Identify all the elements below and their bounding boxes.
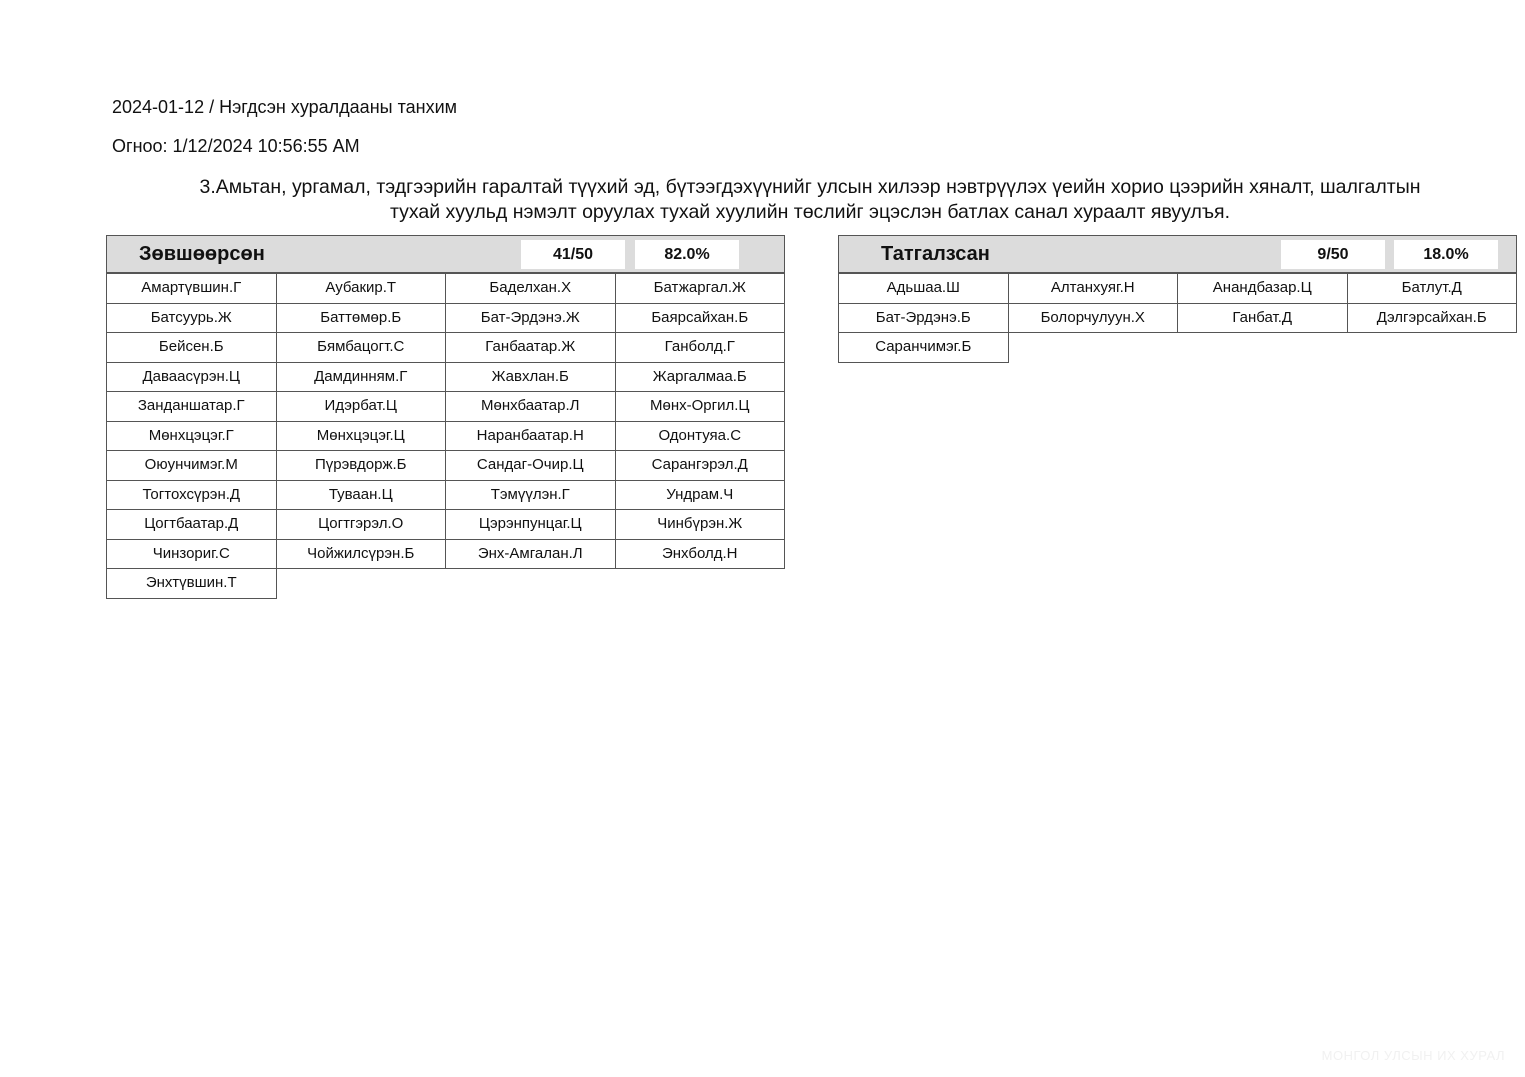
rejected-member-name: Анандбазар.Ц <box>1177 273 1348 304</box>
vote-date: Огноо: 1/12/2024 10:56:55 AM <box>112 136 360 156</box>
rejected-member-name: Бат-Эрдэнэ.Б <box>838 303 1009 334</box>
approved-member-name: Мөнхцэцэг.Ц <box>276 421 447 452</box>
approved-member-name: Наранбаатар.Н <box>445 421 616 452</box>
approved-title: Зөвшөөрсөн <box>139 243 265 265</box>
approved-member-name: Ганболд.Г <box>615 332 786 363</box>
agenda-line-1: 3.Амьтан, ургамал, тэдгээрийн гаралтай түүхий эд, бүтээгдэхүүнийг улсын хилээр нэвтрүүлэх үеийн хорио цээрийн хяналт, шалгалтын <box>199 176 1421 198</box>
approved-member-name: Энх-Амгалан.Л <box>445 539 616 570</box>
approved-member-name: Одонтуяа.С <box>615 421 786 452</box>
rejected-member-name: Саранчимэг.Б <box>838 332 1009 363</box>
approved-member-name: Цогтбаатар.Д <box>106 509 277 540</box>
approved-member-name: Чинзориг.С <box>106 539 277 570</box>
approved-member-name: Чинбүрэн.Ж <box>615 509 786 540</box>
approved-member-name: Мөнхбаатар.Л <box>445 391 616 422</box>
approved-member-name: Дамдинням.Г <box>276 362 447 393</box>
rejected-member-name: Ганбат.Д <box>1177 303 1348 334</box>
approved-member-name: Занданшатар.Г <box>106 391 277 422</box>
approved-member-name: Ундрам.Ч <box>615 480 786 511</box>
approved-member-name: Чойжилсүрэн.Б <box>276 539 447 570</box>
agenda-item <box>112 175 1508 225</box>
approved-member-name: Цэрэнпунцаг.Ц <box>445 509 616 540</box>
approved-percent: 82.0% <box>635 240 739 269</box>
rejected-percent: 18.0% <box>1394 240 1498 269</box>
approved-member-name: Оюунчимэг.М <box>106 450 277 481</box>
rejected-member-name: Адьшаа.Ш <box>838 273 1009 304</box>
rejected-block <box>838 235 1517 362</box>
rejected-header <box>838 235 1517 273</box>
approved-member-name: Баделхан.Х <box>445 273 616 304</box>
approved-member-name: Бейсен.Б <box>106 332 277 363</box>
approved-member-name: Батсуурь.Ж <box>106 303 277 334</box>
approved-member-name: Тэмүүлэн.Г <box>445 480 616 511</box>
approved-member-name: Тогтохсүрэн.Д <box>106 480 277 511</box>
watermark: МОНГОЛ УЛСЫН ИХ ХУРАЛ <box>1321 1048 1505 1063</box>
approved-member-name: Бямбацогт.С <box>276 332 447 363</box>
rejected-count: 9/50 <box>1281 240 1385 269</box>
rejected-member-name: Алтанхуяг.Н <box>1008 273 1179 304</box>
approved-header <box>106 235 785 273</box>
approved-name-grid <box>106 273 785 598</box>
approved-member-name: Энхтүвшин.Т <box>106 568 277 599</box>
approved-member-name: Даваасүрэн.Ц <box>106 362 277 393</box>
approved-member-name: Мөнхцэцэг.Г <box>106 421 277 452</box>
approved-member-name: Мөнх-Оргил.Ц <box>615 391 786 422</box>
session-title: 2024-01-12 / Нэгдсэн хуралдааны танхим <box>112 97 457 117</box>
approved-member-name: Идэрбат.Ц <box>276 391 447 422</box>
approved-member-name: Сарангэрэл.Д <box>615 450 786 481</box>
rejected-member-name: Болорчулуун.Х <box>1008 303 1179 334</box>
approved-member-name: Бат-Эрдэнэ.Ж <box>445 303 616 334</box>
agenda-line-2: тухай хуульд нэмэлт оруулах тухай хуулийн төслийг эцэслэн батлах санал хураалт явуулъя. <box>389 201 1231 223</box>
approved-member-name: Пүрэвдорж.Б <box>276 450 447 481</box>
approved-member-name: Баттөмөр.Б <box>276 303 447 334</box>
approved-member-name: Батжаргал.Ж <box>615 273 786 304</box>
approved-member-name: Баярсайхан.Б <box>615 303 786 334</box>
rejected-member-name: Батлут.Д <box>1347 273 1518 304</box>
approved-member-name: Жаргалмаа.Б <box>615 362 786 393</box>
approved-block <box>106 235 785 598</box>
rejected-member-name: Дэлгэрсайхан.Б <box>1347 303 1518 334</box>
approved-member-name: Амартүвшин.Г <box>106 273 277 304</box>
approved-member-name: Цогтгэрэл.О <box>276 509 447 540</box>
approved-member-name: Сандаг-Очир.Ц <box>445 450 616 481</box>
approved-member-name: Туваан.Ц <box>276 480 447 511</box>
approved-member-name: Аубакир.Т <box>276 273 447 304</box>
approved-member-name: Жавхлан.Б <box>445 362 616 393</box>
approved-count: 41/50 <box>521 240 625 269</box>
approved-member-name: Ганбаатар.Ж <box>445 332 616 363</box>
rejected-title: Татгалзсан <box>881 243 990 265</box>
approved-member-name: Энхболд.Н <box>615 539 786 570</box>
rejected-name-grid <box>838 273 1517 362</box>
